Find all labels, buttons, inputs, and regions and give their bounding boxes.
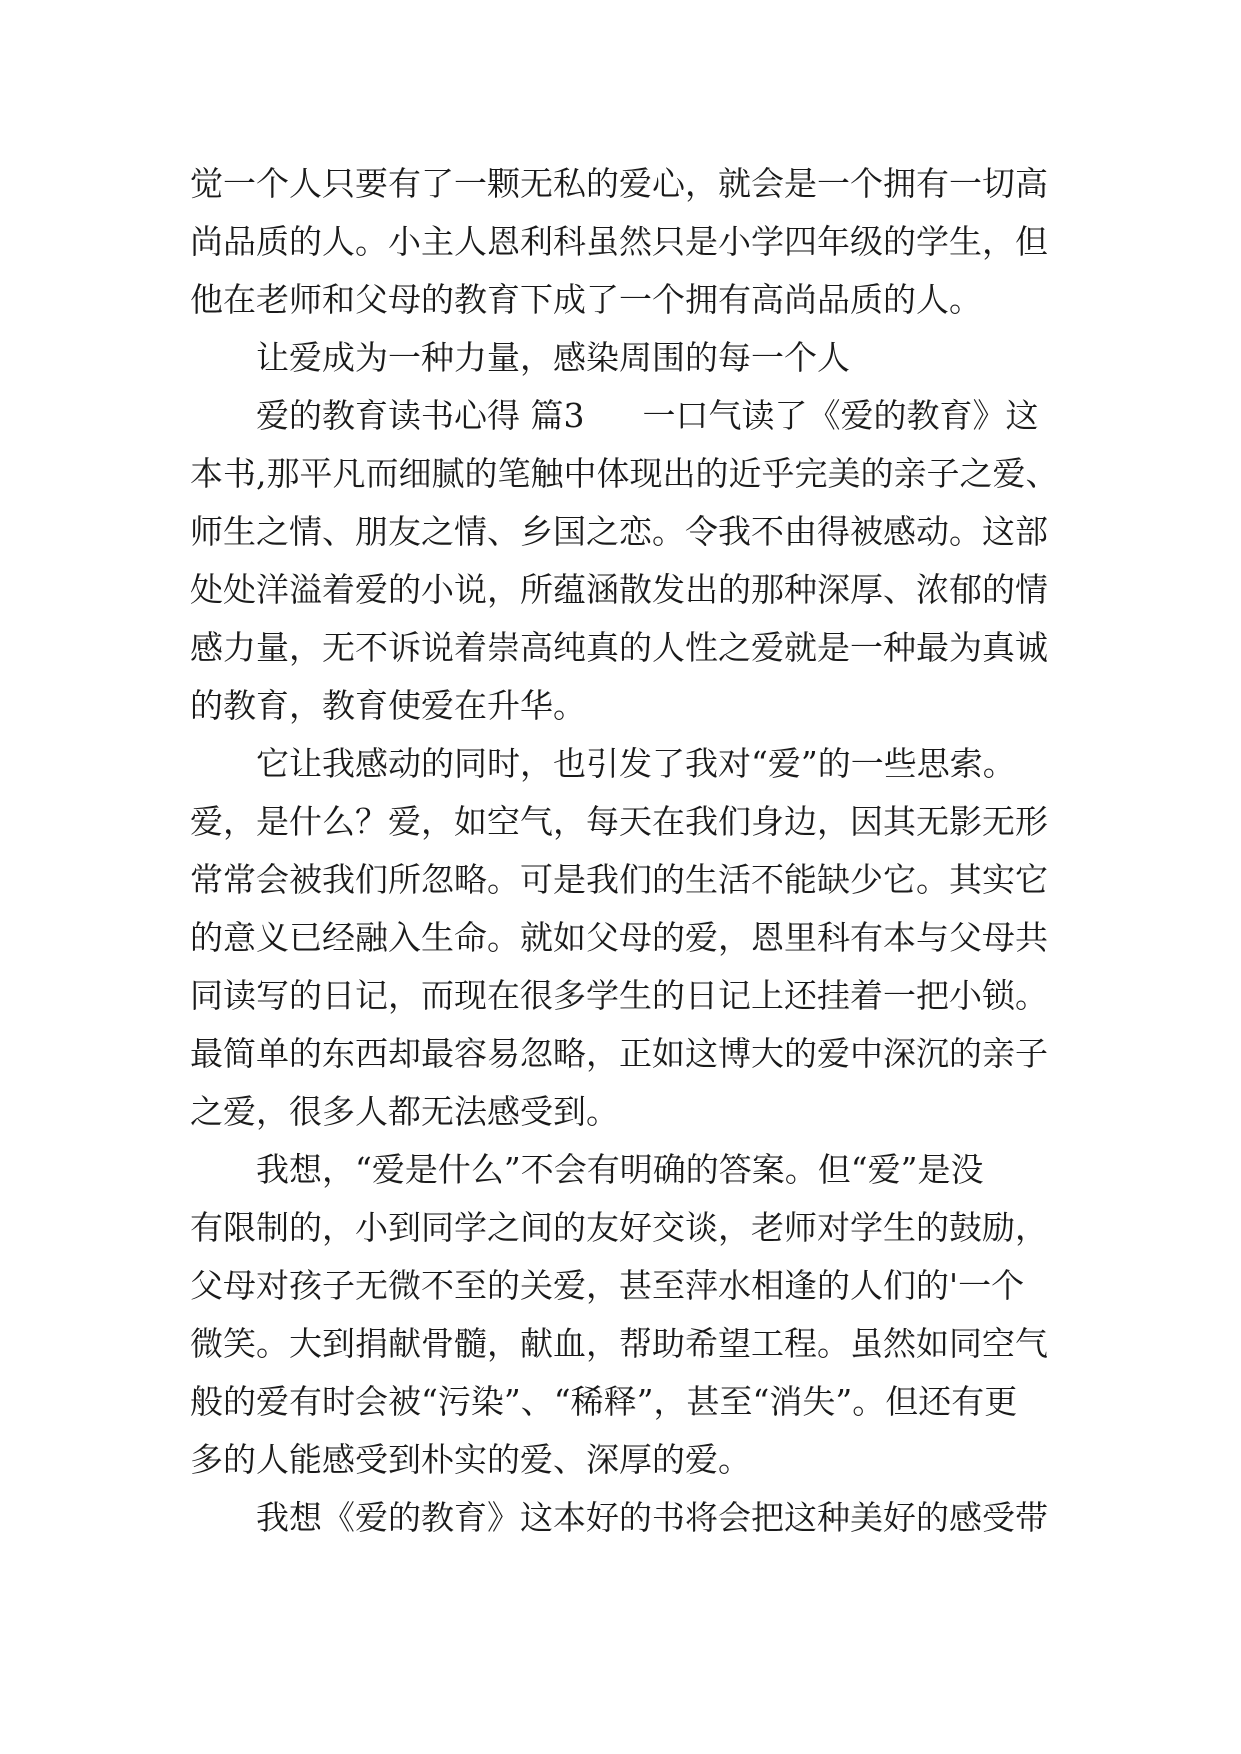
text-line: 父母对孩子无微不至的关爱，甚至萍水相逢的人们的'一个: [190, 1266, 1025, 1305]
text-line: 般的爱有时会被“污染”、“稀释”，甚至“消失”。但还有更: [190, 1382, 1018, 1421]
text-line: 常常会被我们所忽略。可是我们的生活不能缺少它。其实它: [190, 860, 1048, 899]
section-heading: 爱的教育读书心得 篇3: [256, 396, 585, 435]
text-line: 爱，是什么？爱，如空气，每天在我们身边，因其无影无形: [190, 802, 1048, 841]
text-line: 他在老师和父母的教育下成了一个拥有高尚品质的人。: [190, 280, 982, 319]
text-line: 我想《爱的教育》这本好的书将会把这种美好的感受带: [256, 1498, 1048, 1537]
text-line: 师生之情、朋友之情、乡国之恋。令我不由得被感动。这部: [190, 512, 1048, 551]
text-line: 处处洋溢着爱的小说，所蕴涵散发出的那种深厚、浓郁的情: [190, 570, 1048, 609]
text-line: 同读写的日记，而现在很多学生的日记上还挂着一把小锁。: [190, 976, 1048, 1015]
section-heading-line: [256, 387, 1070, 445]
text-line: 之爱，很多人都无法感受到。: [190, 1092, 619, 1131]
text-line: 最简单的东西却最容易忽略，正如这博大的爱中深沉的亲子: [190, 1034, 1048, 1073]
text-line: 一口气读了《爱的教育》这: [642, 396, 1039, 435]
text-line: 觉一个人只要有了一颗无私的爱心，就会是一个拥有一切高: [190, 164, 1048, 203]
text-line: 它让我感动的同时，也引发了我对“爱”的一些思索。: [256, 744, 1016, 783]
text-line: 微笑。大到捐献骨髓，献血，帮助希望工程。虽然如同空气: [190, 1324, 1048, 1363]
text-line: 感力量，无不诉说着崇高纯真的人性之爱就是一种最为真诚: [190, 628, 1048, 667]
text-line: 我想，“爱是什么”不会有明确的答案。但“爱”是没: [256, 1150, 984, 1189]
subheading-line: 让爱成为一种力量，感染周围的每一个人: [256, 338, 850, 377]
text-line: 多的人能感受到朴实的爱、深厚的爱。: [190, 1440, 751, 1479]
text-line: 的意义已经融入生命。就如父母的爱，恩里科有本与父母共: [190, 918, 1048, 957]
text-line: 尚品质的人。小主人恩利科虽然只是小学四年级的学生，但: [190, 222, 1048, 261]
text-line: 有限制的，小到同学之间的友好交谈，老师对学生的鼓励，: [190, 1208, 1048, 1247]
text-line: 的教育，教育使爱在升华。: [190, 686, 586, 725]
text-line: 本书,那平凡而细腻的笔触中体现出的近乎完美的亲子之爱、: [190, 454, 1059, 493]
